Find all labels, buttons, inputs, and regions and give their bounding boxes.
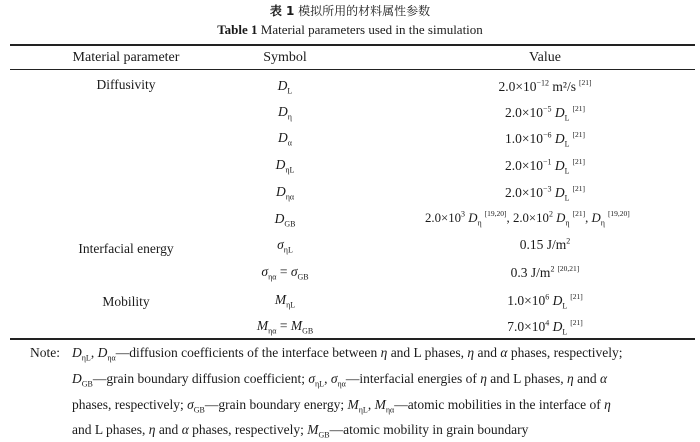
table-row: $M_{\eta L}$: [274, 292, 296, 310]
table-row: $\sigma_{\eta L}$: [277, 237, 293, 255]
caption-cn-text: 模拟所用的材料属性参数: [298, 4, 431, 18]
caption-english: [0, 22, 700, 38]
table-row-value: $1.0\times 10^6$ $D_L[21]$: [507, 292, 583, 311]
group-mobility: Mobility: [102, 294, 150, 309]
table-row: $D_{\eta\alpha}$: [275, 184, 295, 202]
table-row-value: $2.0\times 10^3$ $D_\eta[19,20]$, $2.0\times 10^2$ $D_\eta[21]$, $D_\eta[19,20]$: [425, 209, 630, 228]
note-line-1: $D_{\eta L}$, $D_{\eta\alpha}—diffusion$ coefficients of the interface between η and L phases, η and α phases, respectively;: [72, 345, 623, 363]
table-row: $D_{\eta L}$: [275, 157, 295, 175]
header-value: Value: [529, 50, 561, 65]
header-material-parameter: Material parameter: [72, 50, 180, 65]
table-row-value: $2.0\times 10^{-12}$ m²/s [21]: [498, 78, 592, 94]
table-row: $D_\alpha$: [278, 130, 292, 148]
note-line-4: and L phases, η and α phases, respectively; $M_{GB}—atomic$ mobility in grain boundary: [72, 422, 529, 440]
group-diffusivity: Diffusivity: [96, 77, 156, 92]
table-row-value: 0.3 $J/m^2$ [20,21]: [510, 264, 580, 280]
table-row: $M_{\eta\alpha} = M_{GB}$: [256, 318, 314, 336]
header-symbol: Symbol: [263, 50, 307, 65]
table-row: $D_L$: [277, 78, 293, 96]
table-row-value: $2.0\times 10^{-3}$ $D_L[21]$: [504, 184, 586, 203]
caption-chinese: [0, 2, 700, 19]
table-bottom-rule: [10, 338, 695, 340]
caption-en-label: Table 1: [217, 22, 258, 37]
table-row-value: $1.0\times 10^{-6}$ $D_L[21]$: [504, 130, 586, 149]
table-header-rule: [10, 69, 695, 70]
table-row: $D_{GB}$: [274, 211, 296, 229]
table-row-value: 0.15 $J/m^2$: [519, 236, 571, 252]
table-row-value: $2.0\times 10^{-1}$ $D_L[21]$: [504, 157, 586, 176]
note-line-3: phases, respectively; $\sigma_{GB}—grain$ boundary energy; $M_{\eta L}$, $M_{\eta\alpha}—atomic$ mobilities in the interface of η: [72, 397, 611, 415]
table-top-rule: [10, 44, 695, 46]
note-label: Note:: [30, 345, 60, 360]
table-row: $D_\eta$: [278, 104, 292, 122]
caption-cn-label: 表 1: [269, 4, 295, 18]
table-row-value: $2.0\times 10^{-5}$ $D_L[21]$: [504, 104, 586, 123]
caption-en-text: Material parameters used in the simulation: [260, 22, 483, 37]
group-interfacial-energy: Interfacial energy: [78, 241, 174, 256]
table-row: $\sigma_{\eta\alpha} = \sigma_{GB}$: [261, 264, 309, 282]
table-row-value: $7.0\times 10^4$ $D_L[21]$: [507, 318, 583, 337]
note-line-2: $D_{GB}—grain$ boundary diffusion coefficient; $\sigma_{\eta L}$, $\sigma_{\eta\alpha}—interfacial$ energies of η and L phases, η and α: [72, 371, 608, 389]
